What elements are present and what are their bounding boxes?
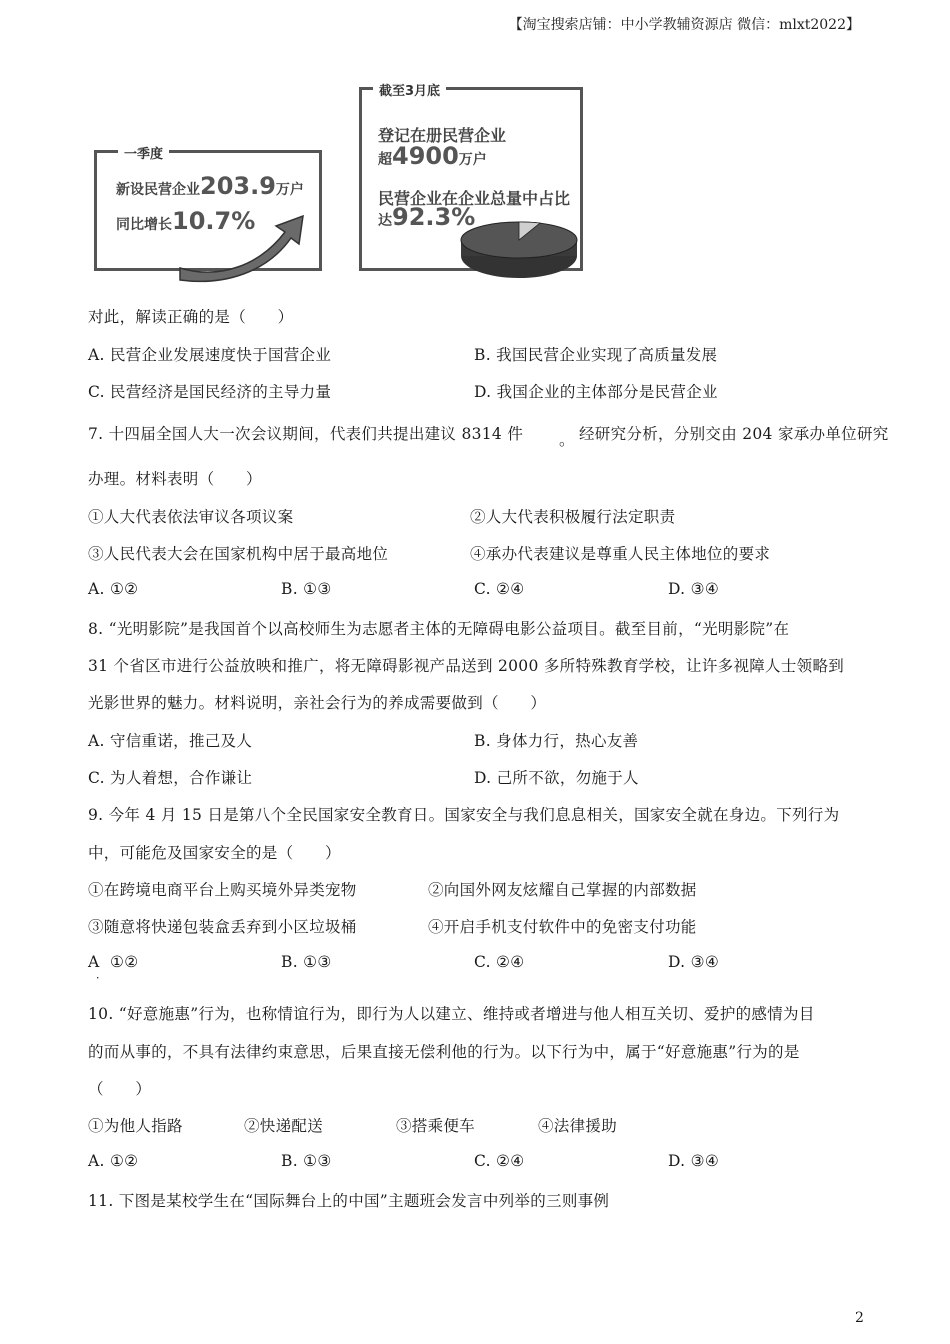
q7-option-c: C. ②④	[474, 580, 525, 598]
registered-enterprises-count: 超4900万户	[378, 142, 487, 170]
march-stat-label: 截至3月底	[373, 80, 446, 99]
q8-option-a: A. 守信重诺，推己及人	[88, 732, 253, 750]
q7-option-a: A. ①②	[88, 580, 139, 598]
q10-stem-line1: 10. “好意施惠”行为，也称情谊行为，即行为人以建立、维持或者增进与他人相互关切、爱护的感情为目	[88, 1005, 815, 1023]
q7-stem-part1: 7. 十四届全国人大一次会议期间，代表们共提出建议 8314 件	[88, 425, 524, 443]
page-header: 【淘宝搜索店铺：中小学教辅资源店 微信：mlxt2022】	[508, 17, 860, 33]
q1-stat-label: 一季度	[118, 143, 169, 162]
q10-option-c: C. ②④	[474, 1152, 525, 1170]
q8-stem-line2: 31 个省区市进行公益放映和推广，将无障碍影视产品送到 2000 多所特殊教育学校，让许多视障人士领略到	[88, 657, 845, 675]
growth-arrow-icon	[175, 210, 315, 285]
q10-stem-line2: 的而从事的，不具有法律约束意思，后果直接无偿利他的行为。以下行为中，属于“好意施惠”行为的是	[88, 1043, 800, 1061]
q7-statement-3: ③人民代表大会在国家机构中居于最高地位	[88, 545, 389, 563]
q9-stem-line1: 9. 今年 4 月 15 日是第八个全民国家安全教育日。国家安全与我们息息相关，国家安全就在身边。下列行为	[88, 806, 840, 824]
q10-statement-1: ①为他人指路	[88, 1117, 183, 1135]
q7-option-b: B. ①③	[281, 580, 332, 598]
q9-option-d: D. ③④	[668, 953, 720, 971]
share-label: 民营企业在企业总量中占比	[378, 189, 571, 208]
pie-chart-icon	[458, 220, 580, 282]
q7-statement-2: ②人大代表积极履行法定职责	[470, 508, 676, 526]
q9-option-a-letter: A	[88, 953, 100, 971]
q10-statement-3: ③搭乘便车	[396, 1117, 476, 1135]
q6-option-a: A. 民营企业发展速度快于国营企业	[88, 346, 332, 364]
q9-option-a-value: ①②	[110, 953, 139, 971]
q10-stem-line3: （ ）	[88, 1080, 152, 1098]
q9-statement-2: ②向国外网友炫耀自己掌握的内部数据	[428, 881, 697, 899]
share-value: 达92.3%	[378, 203, 476, 231]
q7-stem-line2: 办理。材料表明（ ）	[88, 470, 262, 488]
q8-stem-line3: 光影世界的魅力。材料说明，亲社会行为的养成需要做到（ ）	[88, 694, 547, 712]
q9-statement-1: ①在跨境电商平台上购买境外异类宠物	[88, 881, 357, 899]
q10-option-b: B. ①③	[281, 1152, 332, 1170]
q6-option-c: C. 民营经济是国民经济的主导力量	[88, 383, 332, 401]
q9-option-b: B. ①③	[281, 953, 332, 971]
q10-option-a: A. ①②	[88, 1152, 139, 1170]
q10-statement-4: ④法律援助	[538, 1117, 618, 1135]
page-number: 2	[855, 1310, 864, 1326]
q8-option-d: D. 己所不欲，勿施于人	[474, 769, 639, 787]
q9-statement-3: ③随意将快递包装盒丢弃到小区垃圾桶	[88, 918, 357, 936]
q7-stem-part2: 经研究分析，分别交由 204 家承办单位研究	[579, 425, 889, 443]
q8-option-c: C. 为人着想，合作谦让	[88, 769, 253, 787]
q7-statement-4: ④承办代表建议是尊重人民主体地位的要求	[470, 545, 771, 563]
q10-statement-2: ②快递配送	[244, 1117, 324, 1135]
q7-statement-1: ①人大代表依法审议各项议案	[88, 508, 294, 526]
q6-prompt: 对此，解读正确的是（ ）	[88, 308, 294, 326]
q11-stem: 11. 下图是某校学生在“国际舞台上的中国”主题班会发言中列举的三则事例	[88, 1192, 610, 1210]
q7-stem-mark: 。	[559, 431, 575, 449]
q6-option-d: D. 我国企业的主体部分是民营企业	[474, 383, 718, 401]
q10-option-d: D. ③④	[668, 1152, 720, 1170]
q7-option-d: D. ③④	[668, 580, 720, 598]
q1-new-enterprises: 新设民营企业203.9万户	[116, 172, 304, 200]
q9-option-a-dot: ．	[96, 968, 108, 981]
q9-statement-4: ④开启手机支付软件中的免密支付功能	[428, 918, 697, 936]
q9-stem-line2: 中，可能危及国家安全的是（ ）	[88, 844, 341, 862]
q6-option-b: B. 我国民营企业实现了高质量发展	[474, 346, 718, 364]
q1-growth-rate: 同比增长10.7%	[116, 207, 256, 235]
q8-option-b: B. 身体力行，热心友善	[474, 732, 639, 750]
registered-enterprises-label: 登记在册民营企业	[378, 126, 507, 145]
q8-stem-line1: 8. “光明影院”是我国首个以高校师生为志愿者主体的无障碍电影公益项目。截至目前，“光明影院”在	[88, 620, 790, 638]
q9-option-c: C. ②④	[474, 953, 525, 971]
